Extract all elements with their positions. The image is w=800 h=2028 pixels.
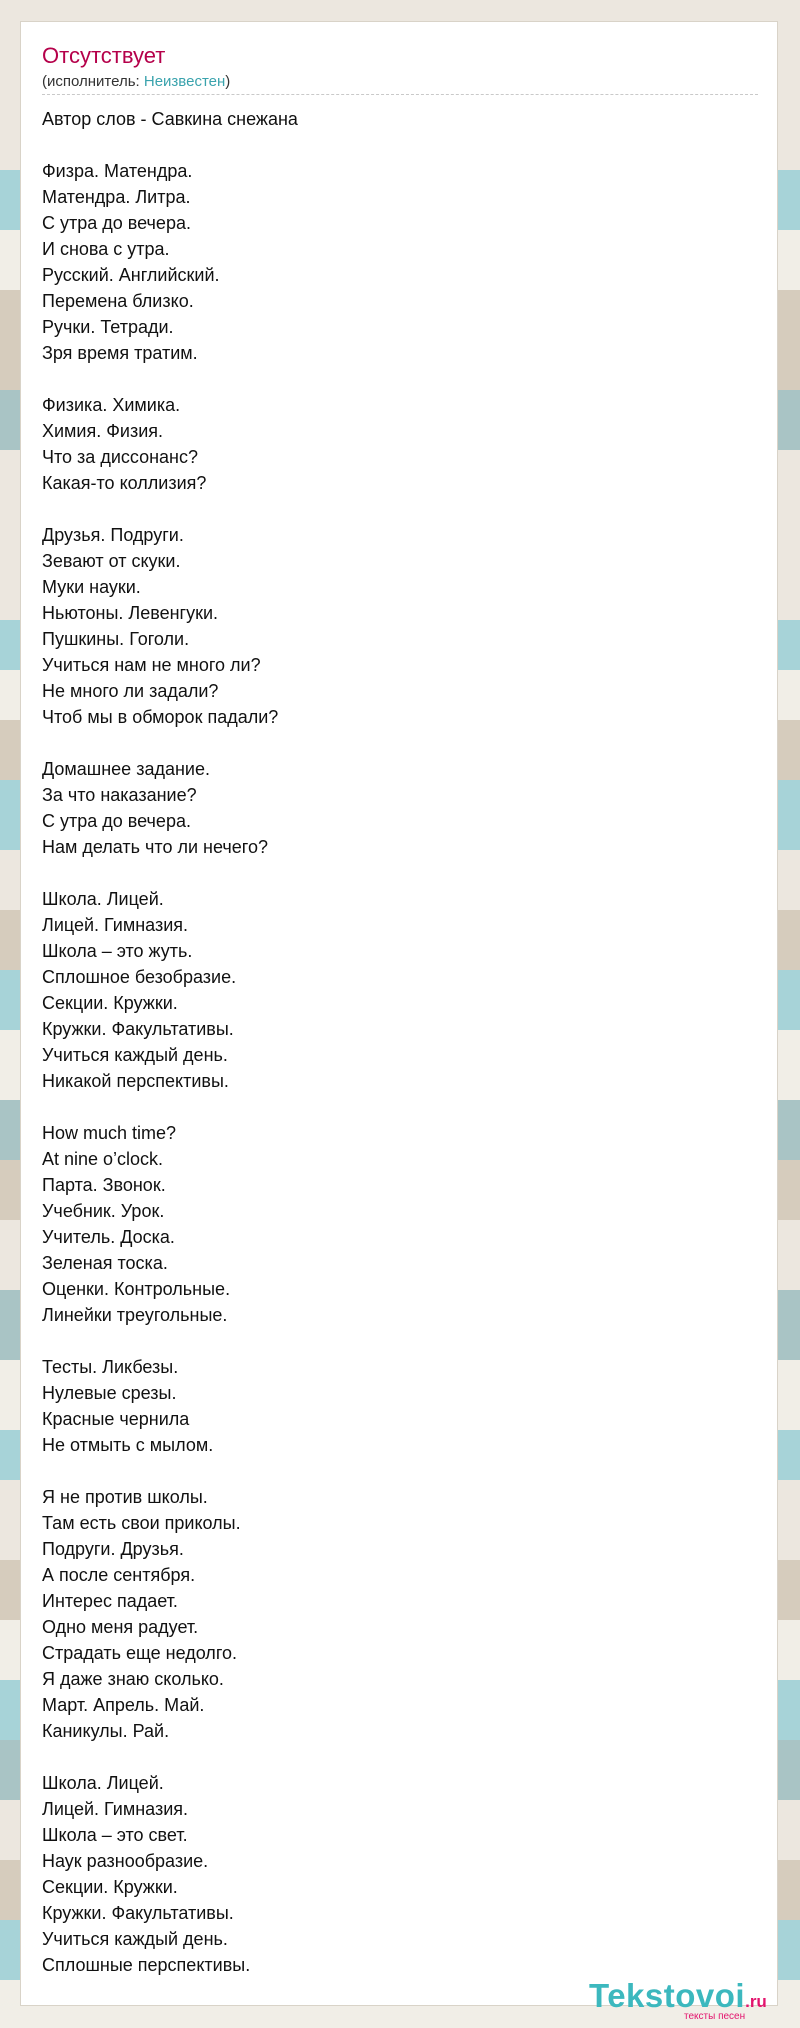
lyric-line: Автор слов - Савкина снежана	[42, 109, 298, 129]
lyric-line: Что за диссонанс?	[42, 447, 198, 467]
lyric-line: С утра до вечера.	[42, 213, 191, 233]
lyric-line: Учиться каждый день.	[42, 1045, 228, 1065]
lyric-line: Школа. Лицей.	[42, 1773, 164, 1793]
stanza-break	[42, 860, 742, 886]
lyric-line: Я не против школы.	[42, 1487, 208, 1507]
lyric-line: Учитель. Доска.	[42, 1227, 175, 1247]
lyric-line: At nine o’clock.	[42, 1149, 164, 1169]
lyric-line: И снова с утра.	[42, 239, 170, 259]
lyric-line: Оценки. Контрольные.	[42, 1279, 231, 1299]
lyric-line: Муки науки.	[42, 577, 141, 597]
lyric-line: Чтоб мы в обморок падали?	[42, 707, 279, 727]
lyric-line: Школа. Лицей.	[42, 889, 164, 909]
lyric-line: Не много ли задали?	[42, 681, 219, 701]
lyric-line: Кружки. Факультативы.	[42, 1903, 234, 1923]
lyric-line: Физика. Химика.	[42, 395, 181, 415]
lyric-line: Лицей. Гимназия.	[42, 1799, 189, 1819]
lyric-line: Школа – это свет.	[42, 1825, 188, 1845]
lyric-line: Там есть свои приколы.	[42, 1513, 241, 1533]
lyric-line: Каникулы. Рай.	[42, 1721, 170, 1741]
stanza-break	[42, 496, 742, 522]
lyric-line: Какая-то коллизия?	[42, 473, 207, 493]
lyric-line: Перемена близко.	[42, 291, 194, 311]
performer-link[interactable]: Неизвестен	[143, 73, 226, 90]
logo-tld: .ru	[745, 1992, 767, 2011]
lyric-line: Учиться каждый день.	[42, 1929, 228, 1949]
performer-suffix: )	[225, 73, 231, 90]
lyric-line: Секции. Кружки.	[42, 1877, 178, 1897]
lyric-line: Красные чернила	[42, 1409, 190, 1429]
lyric-line: Школа – это жуть.	[42, 941, 193, 961]
stanza-break	[42, 1744, 742, 1770]
lyric-line: Сплошное безобразие.	[42, 967, 237, 987]
stanza-break	[42, 1328, 742, 1354]
lyric-line: Русский. Английский.	[42, 265, 220, 285]
lyric-line: Ньютоны. Левенгуки.	[42, 603, 219, 623]
lyric-line: Никакой перспективы.	[42, 1071, 229, 1091]
lyric-line: Кружки. Факультативы.	[42, 1019, 234, 1039]
lyric-line: Интерес падает.	[42, 1591, 178, 1611]
lyric-line: Физра. Матендра.	[42, 161, 193, 181]
site-logo[interactable]	[567, 1978, 777, 2026]
stanza-break	[42, 1458, 742, 1484]
lyric-line: Зря время тратим.	[42, 343, 198, 363]
stanza-break	[42, 132, 742, 158]
lyric-line: Нам делать что ли нечего?	[42, 837, 268, 857]
lyric-line: За что наказание?	[42, 785, 197, 805]
logo-tagline: тексты песен	[684, 2011, 746, 2022]
lyric-line: Парта. Звонок.	[42, 1175, 166, 1195]
logo-name: Tekstovoi	[589, 1977, 746, 2014]
lyric-line: Учебник. Урок.	[42, 1201, 165, 1221]
lyric-line: Март. Апрель. Май.	[42, 1695, 205, 1715]
lyric-line: Зеленая тоска.	[42, 1253, 168, 1273]
lyric-line: А после сентября.	[42, 1565, 196, 1585]
title-divider	[42, 94, 758, 95]
lyric-line: Ручки. Тетради.	[42, 317, 174, 337]
performer-prefix: (исполнитель:	[42, 73, 144, 90]
lyric-line: Страдать еще недолго.	[42, 1643, 237, 1663]
lyric-line: Одно меня радует.	[42, 1617, 199, 1637]
lyric-line: Учиться нам не много ли?	[42, 655, 261, 675]
performer-line	[42, 73, 230, 91]
lyric-line: Матендра. Литра.	[42, 187, 191, 207]
lyric-line: Домашнее задание.	[42, 759, 210, 779]
lyric-line: Тесты. Ликбезы.	[42, 1357, 179, 1377]
lyric-line: Зевают от скуки.	[42, 551, 181, 571]
stanza-break	[42, 1094, 742, 1120]
lyric-line: Друзья. Подруги.	[42, 525, 184, 545]
lyric-line: How much time?	[42, 1123, 177, 1143]
lyric-line: Пушкины. Гоголи.	[42, 629, 190, 649]
lyric-line: Нулевые срезы.	[42, 1383, 177, 1403]
lyric-line: Линейки треугольные.	[42, 1305, 228, 1325]
lyric-line: Лицей. Гимназия.	[42, 915, 189, 935]
lyric-line: Химия. Физия.	[42, 421, 164, 441]
lyric-line: Я даже знаю сколько.	[42, 1669, 224, 1689]
lyrics-card	[20, 21, 778, 2022]
lyric-line: Секции. Кружки.	[42, 993, 178, 1013]
lyric-line: С утра до вечера.	[42, 811, 191, 831]
lyrics-text	[42, 106, 742, 1978]
song-title: Отсутствует	[42, 43, 166, 68]
lyric-line: Не отмыть с мылом.	[42, 1435, 214, 1455]
stanza-break	[42, 366, 742, 392]
lyric-line: Сплошные перспективы.	[42, 1955, 251, 1975]
lyric-line: Подруги. Друзья.	[42, 1539, 184, 1559]
lyric-line: Наук разнообразие.	[42, 1851, 209, 1871]
stanza-break	[42, 730, 742, 756]
